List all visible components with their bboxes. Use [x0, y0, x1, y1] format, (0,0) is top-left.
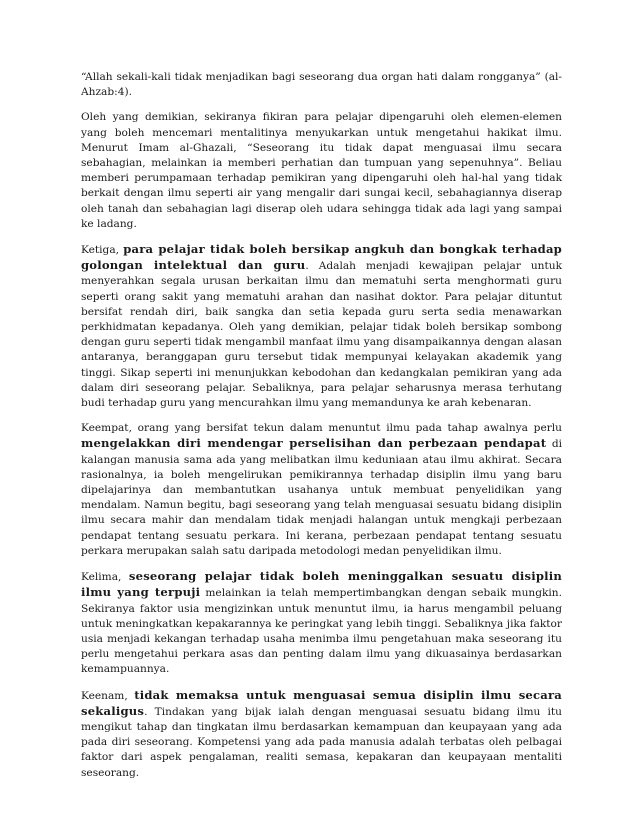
paragraph-text: . Adalah menjadi kewajipan pelajar untuk menyerahkan segala urusan berkaitan ilmu dan mematuhi serta menghormati guru seperti orang sakit yang mematuhi arahan dan nasihat doktor. Para pelajar dituntut bersifat rendah diri, baik sangka dan setia kepada guru serta sedia menawarkan perkhidmatan kepadanya. Oleh yang demikian, pelajar tidak boleh bersikap sombong dengan guru seperti tidak mengambil manfaat ilmu yang disampaikannya dengan alasan antaranya, beranggapan guru tersebut tidak mempunyai kelayakan akademik yang tinggi. Sikap seperti ini menunjukkan kebodohan dan kedangkalan pemikiran yang ada dalam diri seseorang pelajar. Sebaliknya, para pelajar seharusnya merasa terhutang budi terhadap guru yang mencurahkan ilmu yang memandunya ke arah kebenaran. [81, 260, 562, 410]
paragraph-text: Ketiga, [81, 244, 124, 257]
bold-key-point: seseorang pelajar tidak boleh meninggalkan sesuatu disiplin ilmu yang terpuji [81, 569, 562, 600]
paragraph-keempat [81, 421, 562, 559]
paragraph-imam-al-ghazali [81, 110, 562, 232]
paragraph-text: Kelima, [81, 571, 129, 584]
document-page [81, 70, 562, 791]
paragraph-text: melainkan ia telah mempertimbangkan dengan sebaik mungkin. Sekiranya faktor usia mengizinkan untuk menuntut ilmu, ia harus mengambil peluang untuk meningkatkan kepakarannya ke peringkat yang lebih tinggi. Sebaliknya jika faktor usia menjadi kekangan terhadap usaha menimba ilmu pengetahuan maka seseorang itu perlu mengetahui perkara asas dan penting dalam ilmu yang dikuasainya berdasarkan kemampuannya. [81, 587, 562, 676]
paragraph-text: “Allah sekali-kali tidak menjadikan bagi seseorang dua organ hati dalam rongganya” (al-Ahzab:4). [81, 71, 562, 99]
paragraph-text: Keenam, [81, 689, 135, 702]
bold-key-point: para pelajar tidak boleh bersikap angkuh dan bongkak terhadap golongan intelektual dan guru [81, 242, 562, 273]
bold-key-point: mengelakkan diri mendengar perselisihan dan perbezaan pendapat [81, 436, 547, 451]
paragraph-text: Keempat, orang yang bersifat tekun dalam menuntut ilmu pada tahap awalnya perlu [81, 422, 562, 435]
paragraph-text: Oleh yang demikian, sekiranya fikiran para pelajar dipengaruhi oleh elemen-elemen yang boleh mencemari mentalitinya menyukarkan untuk mengetahui hakikat ilmu. Menurut Imam al-Ghazali, “Seseorang itu tidak dapat menguasai ilmu secara sebahagian, melainkan ia memberi perhatian dan tumpuan yang sepenuhnya”. Beliau memberi perumpamaan terhadap pemikiran yang dipengaruhi oleh hal-hal yang tidak berkait dengan ilmu seperti air yang mengalir dari sungai kecil, sebahagiannya diserap oleh tanah dan sebahagian lagi diserap oleh udara sehingga tidak ada lagi yang sampai ke ladang. [81, 111, 562, 230]
paragraph-text: . Tindakan yang bijak ialah dengan menguasai sesuatu bidang ilmu itu mengikut tahap dan tingkatan ilmu berdasarkan kemampuan dan keupayaan yang ada pada diri seseorang. Kompetensi yang ada pada manusia adalah terbatas oleh pelbagai faktor dari aspek pengalaman, realiti semasa, kepakaran dan keupayaan mentaliti seseorang. [81, 705, 562, 779]
paragraph-text: di kalangan manusia sama ada yang melibatkan ilmu keduniaan atau ilmu akhirat. Secara rasionalnya, ia boleh mengelirukan pemikirannya terhadap disiplin ilmu yang baru dipelajarinya dan membantutkan usahanya untuk membuat penyelidikan yang mendalam. Namun begitu, bagi seseorang yang telah menguasai sesuatu bidang disiplin ilmu secara mahir dan mendalam tidak menjadi halangan untuk mengkaji perbezaan pendapat tentang sesuatu perkara. Ini kerana, perbezaan pendapat tentang sesuatu perkara merupakan salah satu daripada metodologi medan penyelidikan ilmu. [81, 438, 562, 557]
paragraph-keenam [81, 688, 562, 781]
bold-key-point: tidak memaksa untuk menguasai semua disiplin ilmu secara sekaligus [81, 687, 562, 718]
paragraph-ketiga [81, 242, 562, 411]
paragraph-quote-al-ahzab [81, 70, 562, 100]
paragraph-kelima [81, 569, 562, 677]
